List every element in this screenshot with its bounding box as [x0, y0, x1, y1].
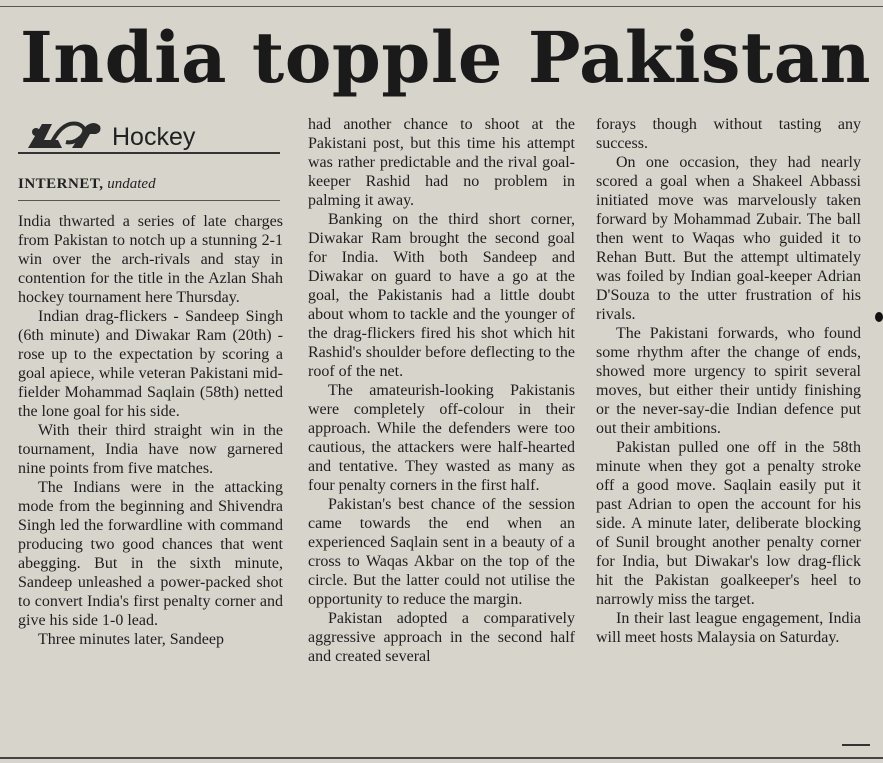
section-label: Hockey [112, 123, 196, 151]
dateline [18, 176, 156, 193]
article-column-3 [596, 115, 861, 647]
paragraph: forays though without tasting any success. [596, 116, 861, 152]
dateline-source: INTERNET, [18, 176, 104, 192]
headline: India topple Pakistan [20, 16, 872, 99]
paragraph: Pakistan pulled one off in the 58th minute when they got a penalty stroke off a good move. Saqlain easily put it past Adrian to open the account for his side. A minute later, deliberate blocking of Sunil brought another penalty corner for India, but Diwakar's low drag-flick hit the Pakistan goalkeeper's heel to narrowly miss the target. [596, 439, 861, 608]
paragraph: The Indians were in the attacking mode from the beginning and Shivendra Singh led the forwardline with command producing two good chances that went abegging. But in the sixth minute, Sandeep unleashed a power-packed shot to convert India's first penalty corner and give his side 1-0 lead. [18, 479, 283, 629]
paragraph: Banking on the third short corner, Diwakar Ram brought the second goal for India. With both Sandeep and Diwakar on guard to have a go at the goal, the Pakistanis had a little doubt about whom to tackle and the younger of the drag-flickers fired his shot which hit Rashid's shoulder before deflecting to the roof of the net. [308, 211, 575, 380]
end-of-article-mark [842, 744, 870, 746]
dateline-rule [18, 200, 280, 201]
paragraph: Indian drag-flickers - Sandeep Singh (6th minute) and Diwakar Ram (20th) - rose up to the expectation by scoring a goal apiece, while veteran Pakistani mid-fielder Mohammad Saqlain (58th) netted the lone goal for his side. [18, 308, 283, 420]
paragraph: had another chance to shoot at the Pakistani post, but this time his attempt was rather predictable and the rival goal-keeper Rashid had no problem in palming it away. [308, 116, 575, 209]
section-rule [18, 152, 280, 154]
paragraph: In their last league engagement, India will meet hosts Malaysia on Saturday. [596, 610, 861, 646]
section-badge [18, 118, 280, 156]
dateline-date: undated [107, 176, 156, 192]
top-rule [0, 6, 883, 7]
paragraph: The amateurish-looking Pakistanis were completely off-colour in their approach. While the defenders were too cautious, the attackers were half-hearted and tentative. They wasted as many as four penalty corners in the first half. [308, 382, 575, 494]
paragraph: Three minutes later, Sandeep [38, 631, 224, 648]
paragraph: Pakistan adopted a comparatively aggressive approach in the second half and created several [308, 610, 575, 665]
paragraph: With their third straight win in the tournament, India have now garnered nine points from five matches. [18, 422, 283, 477]
paragraph: Pakistan's best chance of the session came towards the end when an experienced Saqlain sent in a beauty of a cross to Waqas Akbar on the top of the circle. But the latter could not utilise the opportunity to reduce the margin. [308, 496, 575, 608]
margin-mark [875, 312, 883, 322]
paragraph: India thwarted a series of late charges from Pakistan to notch up a stunning 2-1 win over the arch-rivals and stay in contention for the title in the Azlan Shah hockey tournament here Thursday. [18, 213, 283, 306]
article-column-2 [308, 115, 575, 666]
hockey-sticks-icon [22, 118, 106, 152]
article-column-1 [18, 212, 283, 649]
bottom-rule [0, 757, 883, 759]
paragraph: The Pakistani forwards, who found some rhythm after the change of ends, showed more urgency to spirit several moves, but either their untidy finishing or the never-say-die Indian defence put out their ambitions. [596, 325, 861, 437]
paragraph: On one occasion, they had nearly scored a goal when a Shakeel Abbassi initiated move was marvelously taken forward by Mohammad Zubair. The ball then went to Waqas who guided it to Rehan Butt. But the attempt ultimately was foiled by Indian goal-keeper Adrian D'Souza to the utter frustration of his rivals. [596, 154, 861, 323]
